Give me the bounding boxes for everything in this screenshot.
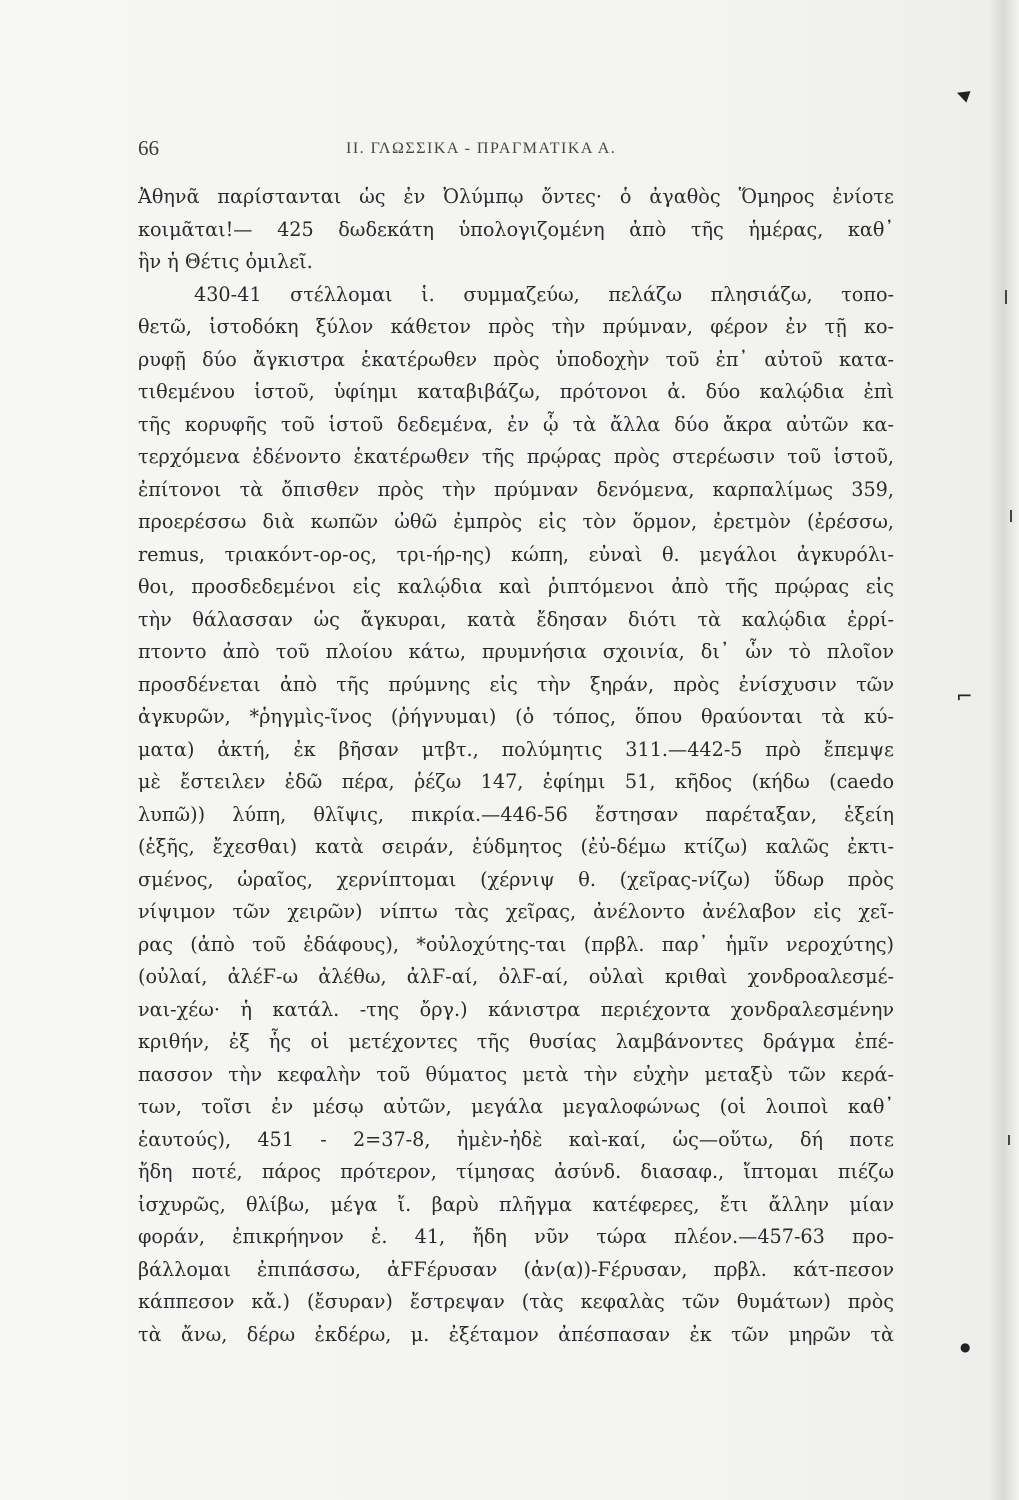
text-line: των, τοῖσι ἐν μέσῳ αὐτῶν, μεγάλα μεγαλοφώνως (οἱ λοιποὶ καθ᾽: [138, 1095, 894, 1118]
edge-tick: [1010, 510, 1012, 522]
text-line: λυπῶ)) λύπη, θλῖψις, πικρία.—446-56 ἔστησαν παρέταξαν, ἑξείη: [138, 802, 894, 826]
text-line: πασσον τὴν κεφαλὴν τοῦ θύματος μετὰ τὴν εὐχὴν μεταξὺ τῶν κερά-: [138, 1062, 894, 1086]
text-line: ἑαυτούς), 451 - 2=37-8, ἠμὲν-ἠδὲ καὶ-καί, ὡς—οὕτω, δή ποτε: [138, 1127, 894, 1151]
text-line: θετῶ, ἱστοδόκη ξύλον κάθετον πρὸς τὴν πρύμναν, φέρον ἐν τῇ κο-: [138, 315, 894, 338]
text-line: θοι, προσδεδεμένοι εἰς καλῴδια καὶ ῥιπτόμενοι ἀπὸ τῆς πρῴρας εἰς: [138, 575, 894, 598]
running-head: II. ΓΛΩΣΣΙΚΑ - ΠΡΑΓΜΑΤΙΚΑ Α.: [346, 140, 617, 157]
text-line: ἰσχυρῶς, θλίβω, μέγα ἴ. βαρὺ πλῆγμα κατέφερες, ἔτι ἄλλην μίαν: [138, 1192, 894, 1216]
text-line: προσδένεται ἀπὸ τῆς πρύμνης εἰς τὴν ξηράν, πρὸς ἐνίσχυσιν τῶν: [138, 672, 894, 696]
text-line: τιθεμένου ἱστοῦ, ὑφίημι καταβιβάζω, πρότονοι ἀ. δύο καλῴδια ἐπὶ: [138, 380, 894, 403]
text-line: ρυφῇ δύο ἄγκιστρα ἑκατέρωθεν πρὸς ὑποδοχὴν τοῦ ἐπ᾽ αὐτοῦ κατα-: [138, 347, 894, 371]
text-line: ἤδη ποτέ, πάρος πρότερον, τίμησας ἀσύνδ. διασαφ., ἴπτομαι πιέζω: [138, 1160, 894, 1183]
text-line: ρας (ἀπὸ τοῦ ἐδάφους), *οὐλοχύτης-ται (πρβλ. παρ᾽ ἡμῖν νεροχύτης): [138, 932, 894, 956]
text-line: βάλλομαι ἐπιπάσσω, ἀϜϜέρυσαν (ἀν(α))-Ϝέρυσαν, πρβλ. κάτ-πεσον: [138, 1257, 894, 1281]
text-line: νίψιμον τῶν χειρῶν) νίπτω τὰς χεῖρας, ἀνέλοντο ἀνέλαβον εἰς χεῖ-: [138, 900, 894, 923]
text-line: ἐπίτονοι τὰ ὄπισθεν πρὸς τὴν πρύμναν δενόμενα, καρπαλίμως 359,: [138, 477, 894, 501]
text-line: ναι-χέω· ἡ κατάλ. -της ὄργ.) κάνιστρα περιέχοντα χονδραλεσμένην: [138, 997, 894, 1021]
text-line: (ἑξῆς, ἔχεσθαι) κατὰ σειράν, ἐύδμητος (ἐὐ-δέμω κτίζω) καλῶς ἐκτι-: [138, 835, 894, 858]
text-line: προερέσσω διὰ κωπῶν ὠθῶ ἐμπρὸς εἰς τὸν ὅρμον, ἐρετμὸν (ἐρέσσω,: [138, 510, 894, 533]
text-line: τῆς κορυφῆς τοῦ ἱστοῦ δεδεμένα, ἐν ᾧ τὰ ἄλλα δύο ἄκρα αὐτῶν κα-: [138, 412, 894, 436]
text-line: μὲ ἔστειλεν ἐδῶ πέρα, ῥέζω 147, ἐφίημι 51, κῆδος (κήδω (caedo: [138, 770, 894, 793]
text-line: κριθήν, ἐξ ἧς οἱ μετέχοντες τῆς θυσίας λαμβάνοντες δράγμα ἐπέ-: [138, 1030, 894, 1053]
text-line: Ἀθηνᾶ παρίστανται ὡς ἐν Ὀλύμπῳ ὄντες· ὁ ἀγαθὸς Ὅμηρος ἐνίοτε: [138, 185, 894, 208]
edge-tick: [1008, 1135, 1010, 1145]
text-line: ματα) ἀκτή, ἐκ βῆσαν μτβτ., πολύμητις 311.—442-5 πρὸ ἔπεμψε: [138, 737, 894, 761]
text-line: ἣν ἡ Θέτις ὁμιλεῖ.: [138, 250, 313, 273]
text-line: 430-41 στέλλομαι ἱ. συμμαζεύω, πελάζω πλησιάζω, τοπο-: [194, 282, 894, 306]
text-line: τερχόμενα ἐδένοντο ἑκατέρωθεν τῆς πρῴρας πρὸς στερέωσιν τοῦ ἱστοῦ,: [138, 445, 894, 468]
text-line: τὰ ἄνω, δέρω ἐκδέρω, μ. ἐξέταμον ἀπέσπασαν ἐκ τῶν μηρῶν τὰ: [138, 1322, 894, 1346]
text-line: κάππεσον κἄ.) (ἔσυραν) ἔστρεψαν (τὰς κεφαλὰς τῶν θυμάτων) πρὸς: [138, 1290, 894, 1313]
text-line: ἀγκυρῶν, *ῥηγμὶς-ῖνος (ῥήγνυμαι) (ὁ τόπος, ὅπου θραύονται τὰ κύ-: [138, 705, 894, 728]
text-line: φοράν, ἐπικρήηνον ἐ. 41, ἤδη νῦν τώρα πλέον.—457-63 προ-: [138, 1225, 894, 1248]
margin-mark: ●: [960, 1340, 971, 1354]
text-line: σμένος, ὡραῖος, χερνίπτομαι (χέρνιψ θ. (χεῖρας-νίζω) ὕδωρ πρὸς: [138, 867, 894, 891]
page-header: [138, 136, 898, 166]
text-line: τὴν θάλασσαν ὡς ἄγκυραι, κατὰ ἔδησαν διότι τὰ καλῴδια ἐρρί-: [138, 607, 894, 631]
page-number: 66: [138, 136, 159, 160]
text-line: remus, τριακόντ-ορ-ος, τρι-ήρ-ης) κώπη, εὐναὶ θ. μεγάλοι ἀγκυρόλι-: [138, 542, 894, 566]
text-line: πτοντο ἀπὸ τοῦ πλοίου κάτω, πρυμνήσια σχοινία, δι᾽ ὧν τὸ πλοῖον: [138, 640, 894, 663]
edge-tick: [1005, 290, 1007, 304]
margin-mark: ◀: [954, 82, 973, 105]
text-line: (οὐλαί, ἀλέϜ-ω ἀλέθω, ἀλϜ-αί, ὀλϜ-αί, οὐλαὶ κριθαὶ χονδροαλεσμέ-: [138, 965, 894, 988]
text-line: κοιμᾶται!— 425 δωδεκάτη ὑπολογιζομένη ἀπὸ τῆς ἡμέρας, καθ᾽: [138, 217, 894, 241]
body-text: [138, 181, 894, 1351]
margin-mark: ⌐: [956, 684, 973, 708]
